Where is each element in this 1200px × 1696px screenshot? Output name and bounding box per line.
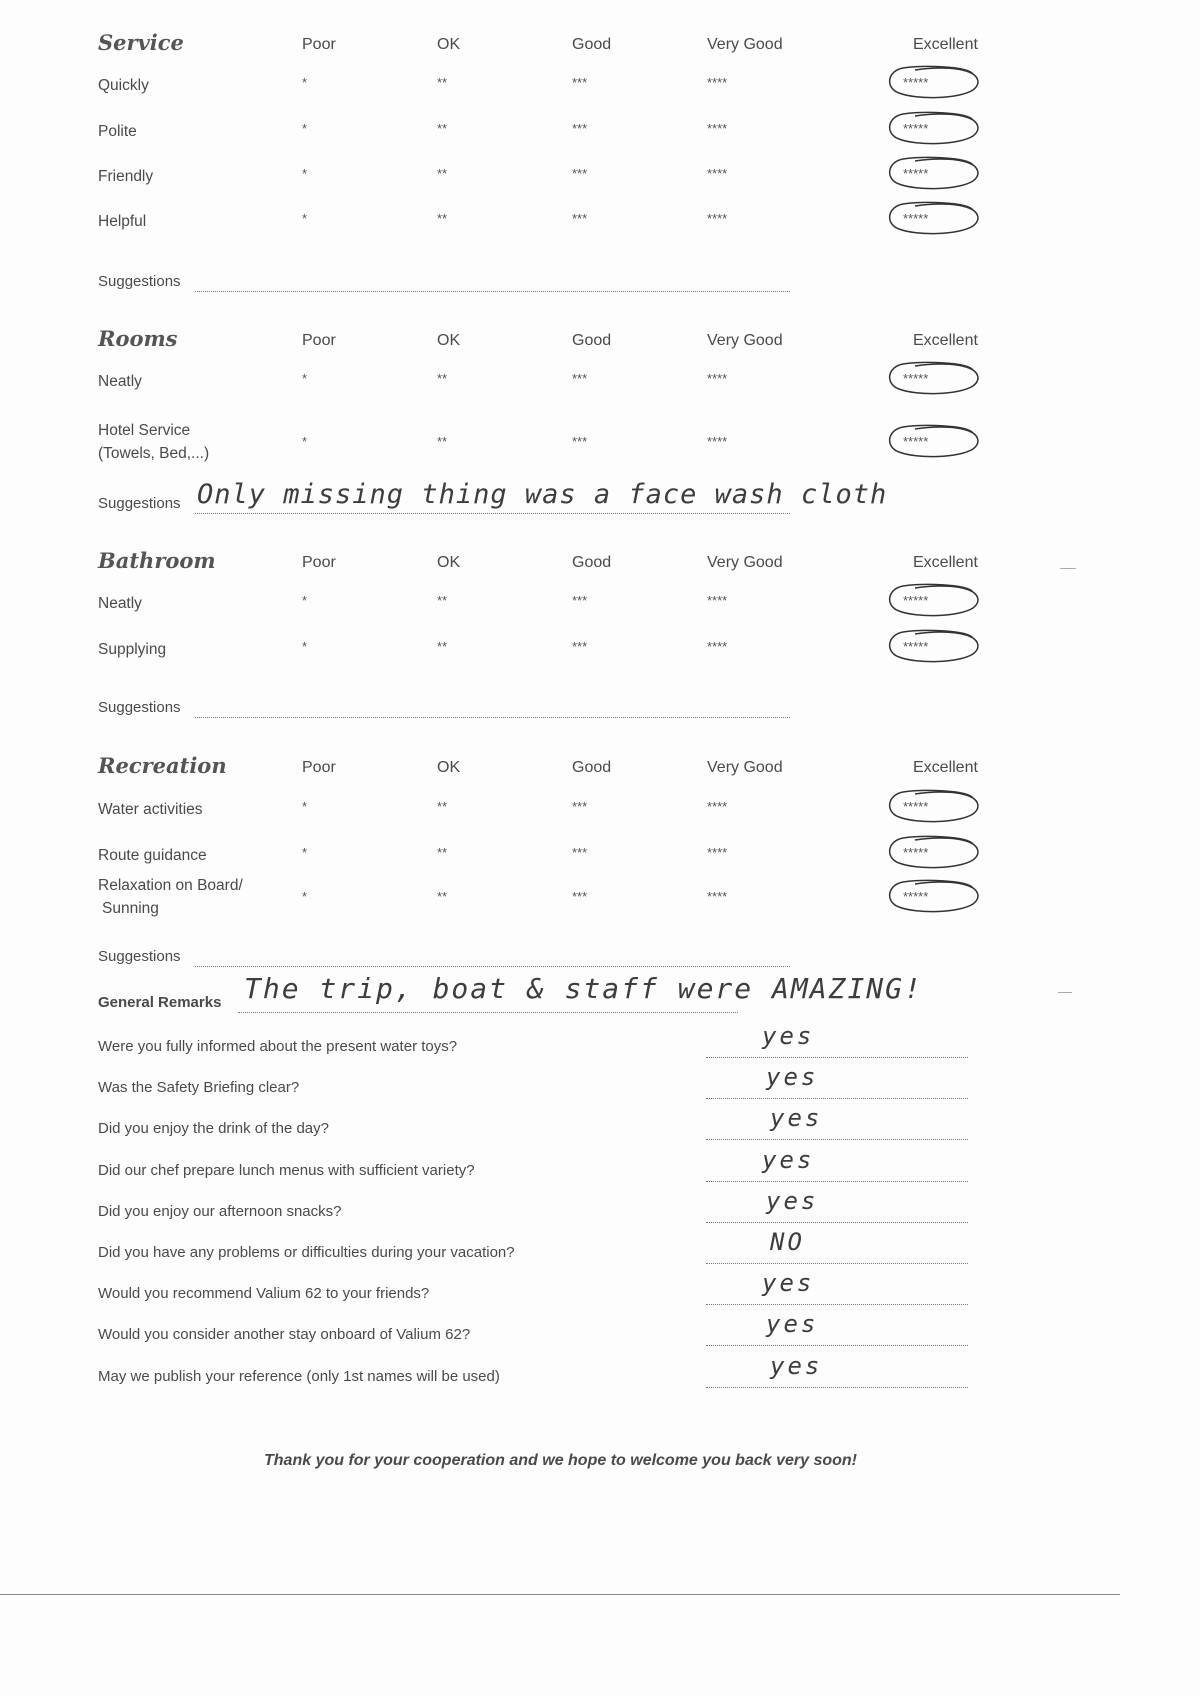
rating-column-header: OK <box>437 36 461 53</box>
rating-column-header: Good <box>572 554 612 571</box>
rating-option-4[interactable]: **** <box>707 799 728 814</box>
answer-handwritten: yes <box>762 1269 815 1298</box>
rating-option-2[interactable]: ** <box>437 166 448 181</box>
rating-option-1[interactable]: * <box>302 166 308 181</box>
rating-option-5[interactable]: ***** <box>903 434 929 449</box>
general-remarks-handwritten: The trip, boat & staff were AMAZING! <box>244 972 923 1005</box>
answer-line[interactable] <box>706 1098 968 1099</box>
section-title: Bathroom <box>98 548 216 573</box>
rating-column-header: Very Good <box>707 554 783 571</box>
selected-rating-circle <box>883 60 983 106</box>
rating-option-3[interactable]: *** <box>572 121 588 136</box>
rating-option-5[interactable]: ***** <box>903 799 929 814</box>
rating-option-2[interactable]: ** <box>437 121 448 136</box>
answer-line[interactable] <box>706 1387 968 1388</box>
rating-column-header: Poor <box>302 332 336 349</box>
criterion-label: Neatly <box>98 595 142 612</box>
rating-option-4[interactable]: **** <box>707 75 728 90</box>
rating-option-1[interactable]: * <box>302 371 308 386</box>
answer-handwritten: yes <box>770 1351 823 1380</box>
general-remarks-label: General Remarks <box>98 994 222 1011</box>
rating-option-4[interactable]: **** <box>707 371 728 386</box>
criterion-label: Quickly <box>98 77 149 94</box>
question-label: Did our chef prepare lunch menus with sufficient variety? <box>98 1161 475 1179</box>
rating-option-1[interactable]: * <box>302 593 308 608</box>
rating-column-header: OK <box>437 332 461 349</box>
rating-option-1[interactable]: * <box>302 845 308 860</box>
answer-handwritten: yes <box>766 1186 819 1215</box>
rating-option-2[interactable]: ** <box>437 889 448 904</box>
scan-mark <box>1058 992 1072 993</box>
answer-handwritten: yes <box>766 1063 819 1092</box>
rating-option-2[interactable]: ** <box>437 639 448 654</box>
rating-option-1[interactable]: * <box>302 121 308 136</box>
rating-option-4[interactable]: **** <box>707 434 728 449</box>
question-label: Did you have any problems or difficulties during your vacation? <box>98 1244 515 1261</box>
answer-handwritten: yes <box>762 1022 815 1050</box>
rating-column-header: Excellent <box>913 36 978 53</box>
rating-option-3[interactable]: *** <box>572 434 588 449</box>
selected-rating-circle <box>883 419 983 465</box>
rating-option-4[interactable]: **** <box>707 121 728 136</box>
rating-option-1[interactable]: * <box>302 434 308 449</box>
rating-column-header: Poor <box>302 36 336 53</box>
criterion-label: Hotel Service <box>98 422 191 439</box>
rating-option-4[interactable]: **** <box>707 639 728 654</box>
section-title: Recreation <box>98 753 227 778</box>
criterion-label: Friendly <box>98 168 154 185</box>
answer-line[interactable] <box>706 1139 968 1140</box>
rating-option-5[interactable]: ***** <box>903 166 929 181</box>
answer-line[interactable] <box>706 1263 968 1264</box>
rating-option-3[interactable]: *** <box>572 845 588 860</box>
rating-column-header: Poor <box>302 554 336 571</box>
rating-option-5[interactable]: ***** <box>903 639 929 654</box>
rating-option-1[interactable]: * <box>302 75 308 90</box>
selected-rating-circle <box>883 830 983 876</box>
criterion-label-line2: (Towels, Bed,...) <box>98 445 210 462</box>
rating-option-5[interactable]: ***** <box>903 211 929 226</box>
question-label: Would you recommend Valium 62 to your friends? <box>98 1285 430 1303</box>
suggestions-label: Suggestions <box>98 495 181 512</box>
answer-line[interactable] <box>706 1345 968 1346</box>
rating-column-header: Excellent <box>913 759 978 776</box>
footer-rule <box>0 1594 1120 1595</box>
rating-option-2[interactable]: ** <box>437 75 448 90</box>
rating-option-5[interactable]: ***** <box>903 121 929 136</box>
rating-column-header: Very Good <box>707 36 783 53</box>
rating-column-header: Very Good <box>707 332 783 349</box>
rating-option-4[interactable]: **** <box>707 593 728 608</box>
rating-option-5[interactable]: ***** <box>903 845 929 860</box>
question-label: Was the Safety Briefing clear? <box>98 1079 300 1097</box>
rating-option-5[interactable]: ***** <box>903 371 929 386</box>
question-label: Did you enjoy the drink of the day? <box>98 1120 329 1138</box>
criterion-label-line2: Sunning <box>102 900 159 917</box>
rating-option-1[interactable]: * <box>302 889 308 904</box>
suggestions-line <box>195 966 790 967</box>
closing-message: Thank you for your cooperation and we hope to welcome you back very soon! <box>264 1452 857 1469</box>
rating-column-header: Good <box>572 36 612 53</box>
rating-column-header: Very Good <box>707 759 783 776</box>
selected-rating-circle <box>883 106 983 152</box>
rating-option-3[interactable]: *** <box>572 799 588 814</box>
answer-handwritten: yes <box>762 1145 815 1174</box>
rating-option-1[interactable]: * <box>302 799 308 814</box>
rating-option-3[interactable]: *** <box>572 889 588 904</box>
rating-option-3[interactable]: *** <box>572 166 588 181</box>
suggestions-line <box>195 513 790 514</box>
selected-rating-circle <box>883 784 983 830</box>
rating-column-header: Good <box>572 759 612 776</box>
scan-mark <box>1060 568 1076 569</box>
rating-option-5[interactable]: ***** <box>903 889 929 904</box>
rating-option-1[interactable]: * <box>302 211 308 226</box>
rating-column-header: OK <box>437 759 461 776</box>
criterion-label: Supplying <box>98 641 167 658</box>
question-label: Were you fully informed about the present water toys? <box>98 1038 458 1055</box>
rating-column-header: OK <box>437 554 461 571</box>
rating-option-2[interactable]: ** <box>437 593 448 608</box>
answer-handwritten: yes <box>766 1310 819 1339</box>
selected-rating-circle <box>883 624 983 670</box>
rating-option-2[interactable]: ** <box>437 845 448 860</box>
answer-line[interactable] <box>706 1304 968 1305</box>
selected-rating-circle <box>883 874 983 920</box>
answer-line[interactable] <box>706 1057 968 1058</box>
rating-option-2[interactable]: ** <box>437 211 448 226</box>
section-title: Service <box>98 30 184 55</box>
general-remarks-line <box>238 1012 738 1013</box>
criterion-label: Neatly <box>98 373 142 390</box>
section-title: Rooms <box>98 326 178 351</box>
rating-option-5[interactable]: ***** <box>903 593 929 608</box>
rating-option-5[interactable]: ***** <box>903 75 929 90</box>
criterion-label: Relaxation on Board/ <box>98 877 243 894</box>
selected-rating-circle <box>883 196 983 242</box>
rating-option-4[interactable]: **** <box>707 211 728 226</box>
criterion-label: Polite <box>98 123 137 140</box>
rating-option-2[interactable]: ** <box>437 371 448 386</box>
answer-handwritten: NO <box>770 1228 805 1256</box>
question-label: Would you consider another stay onboard of Valium 62? <box>98 1326 471 1344</box>
suggestions-line <box>195 291 790 292</box>
suggestions-label: Suggestions <box>98 699 181 716</box>
answer-handwritten: yes <box>770 1104 823 1133</box>
answer-line[interactable] <box>706 1222 968 1223</box>
rating-option-3[interactable]: *** <box>572 211 588 226</box>
rating-column-header: Good <box>572 332 612 349</box>
suggestions-line <box>195 717 790 718</box>
rating-column-header: Excellent <box>913 554 978 571</box>
rating-option-3[interactable]: *** <box>572 371 588 386</box>
selected-rating-circle <box>883 356 983 402</box>
rating-option-1[interactable]: * <box>302 639 308 654</box>
rating-option-3[interactable]: *** <box>572 75 588 90</box>
rating-option-4[interactable]: **** <box>707 845 728 860</box>
selected-rating-circle <box>883 578 983 624</box>
rating-option-2[interactable]: ** <box>437 799 448 814</box>
rating-column-header: Excellent <box>913 332 978 349</box>
answer-line[interactable] <box>706 1181 968 1182</box>
suggestions-label: Suggestions <box>98 948 181 965</box>
rating-option-4[interactable]: **** <box>707 166 728 181</box>
rating-option-3[interactable]: *** <box>572 639 588 654</box>
rating-option-4[interactable]: **** <box>707 889 728 904</box>
question-label: May we publish your reference (only 1st names will be used) <box>98 1367 500 1385</box>
suggestions-handwritten: Only missing thing was a face wash cloth <box>197 479 888 510</box>
criterion-label: Helpful <box>98 213 147 230</box>
criterion-label: Route guidance <box>98 847 207 864</box>
rating-column-header: Poor <box>302 759 336 776</box>
rating-option-2[interactable]: ** <box>437 434 448 449</box>
suggestions-label: Suggestions <box>98 273 181 290</box>
question-label: Did you enjoy our afternoon snacks? <box>98 1202 342 1220</box>
criterion-label: Water activities <box>98 801 203 818</box>
rating-option-3[interactable]: *** <box>572 593 588 608</box>
selected-rating-circle <box>883 151 983 197</box>
